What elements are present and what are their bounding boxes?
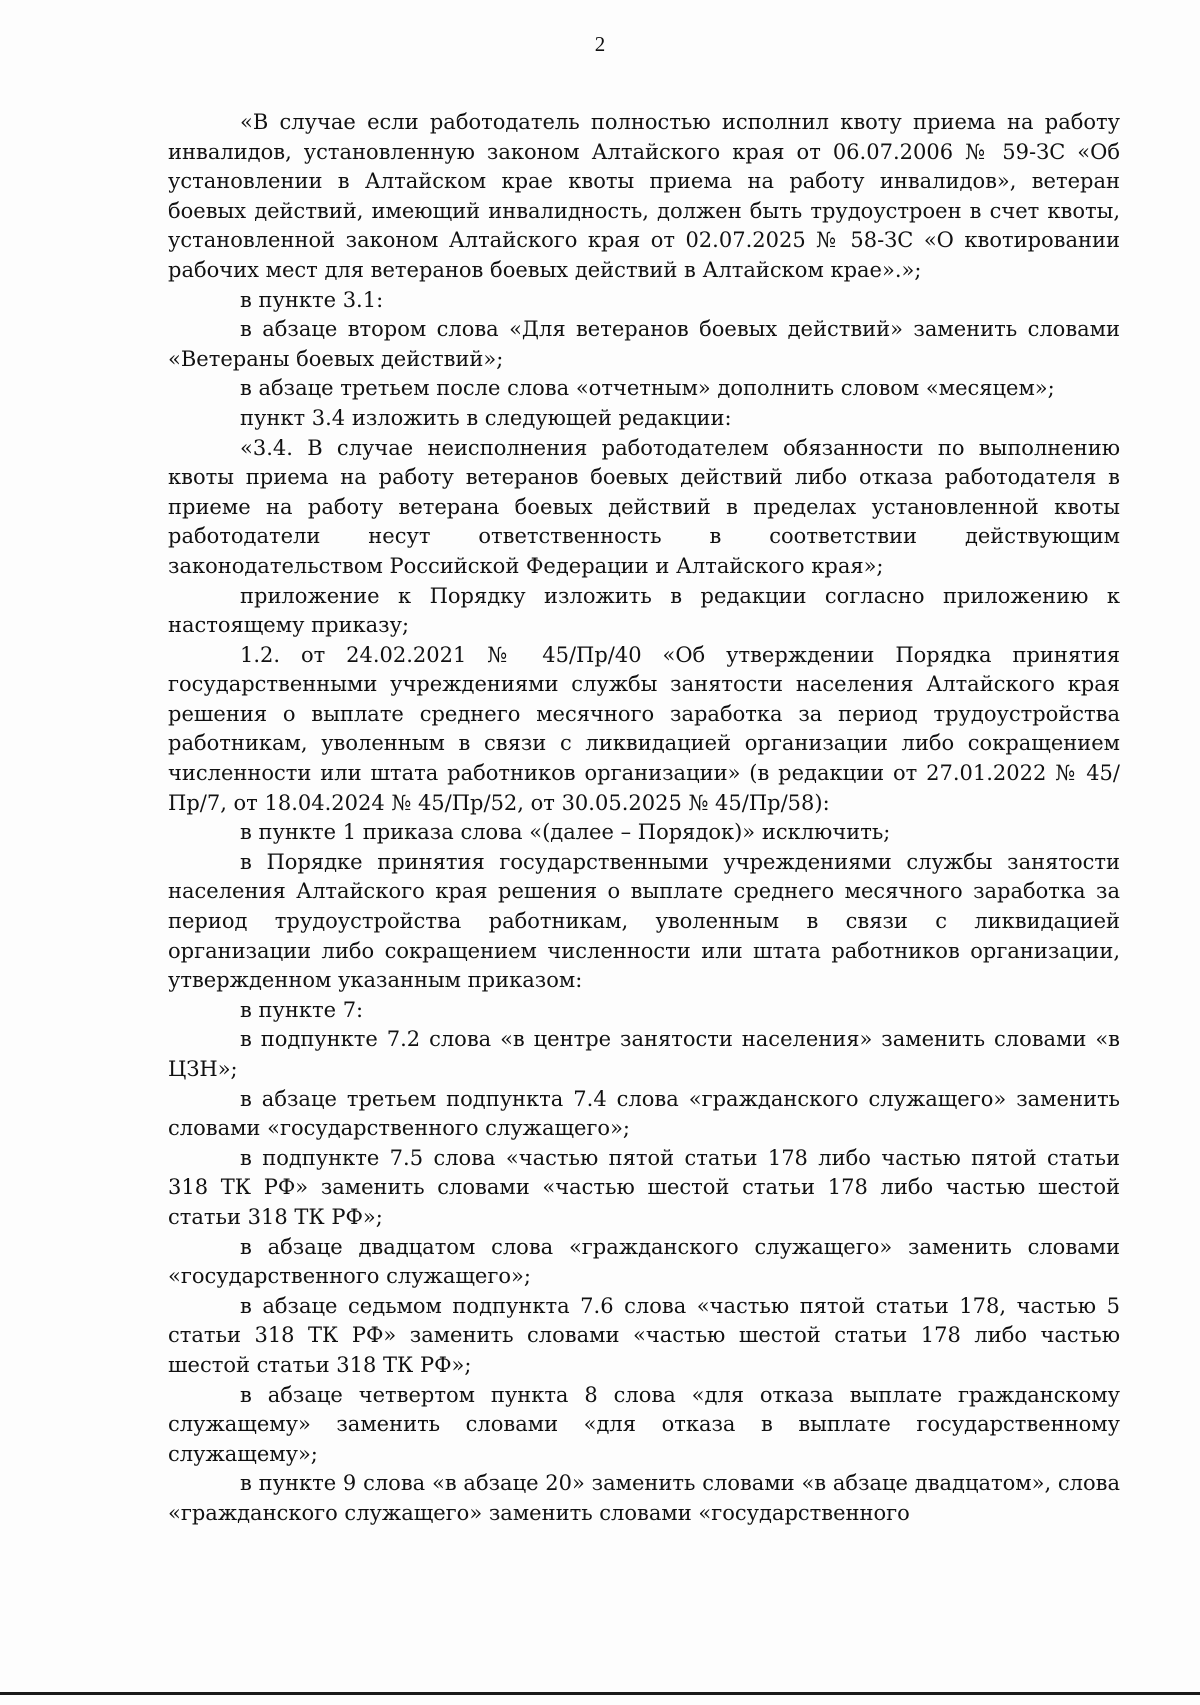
document-body <box>168 108 1120 1529</box>
paragraph: «3.4. В случае неисполнения работодателем обязанности по выполнению квоты приема на работу ветеранов боевых действий либо отказа работодателя в приеме на работу ветерана боевых действий в пределах установленной квоты работодатели несут ответственность в соответствии действующим законодательством Российской Федерации и Алтайского края»; <box>168 435 1120 578</box>
paragraph: в абзаце третьем подпункта 7.4 слова «гражданского служащего» заменить словами «государственного служащего»; <box>168 1086 1120 1141</box>
scan-edge-line <box>0 1692 1200 1695</box>
paragraph: в пункте 9 слова «в абзаце 20» заменить словами «в абзаце двадцатом», слова «гражданского служащего» заменить словами «государственного <box>168 1471 1120 1525</box>
paragraph: в пункте 1 приказа слова «(далее – Порядок)» исключить; <box>240 820 891 845</box>
paragraph: приложение к Порядку изложить в редакции согласно приложению к настоящему приказу; <box>168 583 1120 638</box>
paragraph: 1.2. от 24.02.2021 № 45/Пр/40 «Об утверждении Порядка принятия государственными учреждениями службы занятости населения Алтайского края решения о выплате среднего месячного заработка за период трудоустройства работникам, уволенным в связи с ликвидацией организации либо сокращением численности или штата работников организации» (в редакции от 27.01.2022 № 45/Пр/7, от 18.04.2024 № 45/Пр/52, от 30.05.2025 № 45/Пр/58): <box>168 642 1120 815</box>
paragraph: в пункте 7: <box>240 997 364 1022</box>
paragraph: в Порядке принятия государственными учреждениями службы занятости населения Алтайского края решения о выплате среднего месячного заработка за период трудоустройства работникам, уволенным в связи с ликвидацией организации либо сокращением численности или штата работников организации, утвержденном указанным приказом: <box>168 849 1120 993</box>
paragraph: в абзаце седьмом подпункта 7.6 слова «частью пятой статьи 178, частью 5 статьи 318 ТК РФ» заменить словами «частью шестой статьи 178 либо частью шестой статьи 318 ТК РФ»; <box>168 1293 1120 1377</box>
paragraph: «В случае если работодатель полностью исполнил квоту приема на работу инвалидов, установленную законом Алтайского края от 06.07.2006 № 59-ЗС «Об установлении в Алтайском крае квоты приема на работу инвалидов», ветеран боевых действий, имеющий инвалидность, должен быть трудоустроен в счет квоты, установленной законом Алтайского края от 02.07.2025 № 58-ЗС «О квотировании рабочих мест для ветеранов боевых действий в Алтайском крае».»; <box>168 110 1120 282</box>
paragraph: пункт 3.4 изложить в следующей редакции: <box>240 405 732 430</box>
paragraph: в абзаце втором слова «Для ветеранов боевых действий» заменить словами «Ветераны боевых действий»; <box>168 317 1120 371</box>
paragraph: в абзаце третьем после слова «отчетным» дополнить словом «месяцем»; <box>240 376 1055 401</box>
page-number: 2 <box>594 32 606 56</box>
paragraph: в абзаце двадцатом слова «гражданского служащего» заменить словами «государственного служащего»; <box>168 1234 1120 1289</box>
paragraph: в пункте 3.1: <box>240 287 384 312</box>
paragraph: в абзаце четвертом пункта 8 слова «для отказа выплате гражданскому служащему» заменить словами «для отказа в выплате государственному служащему»; <box>168 1382 1120 1466</box>
paragraph: в подпункте 7.2 слова «в центре занятости населения» заменить словами «в ЦЗН»; <box>168 1027 1120 1081</box>
paragraph: в подпункте 7.5 слова «частью пятой статьи 178 либо частью пятой статьи 318 ТК РФ» заменить словами «частью шестой статьи 178 либо частью шестой статьи 318 ТК РФ»; <box>168 1145 1120 1229</box>
